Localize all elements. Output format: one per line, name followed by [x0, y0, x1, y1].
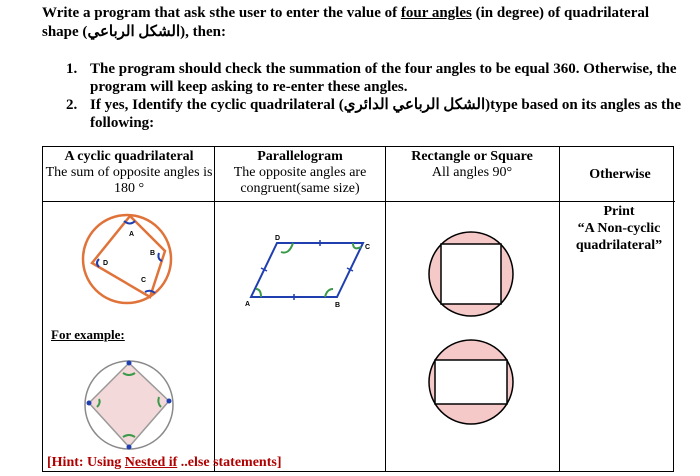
requirement-2: [62, 96, 682, 132]
for-example-label: For example:: [51, 327, 125, 342]
intro-arabic: الشكل الرباعي: [87, 24, 181, 40]
requirement-arabic: الشكل الرباعي الدائري: [343, 97, 486, 113]
parallelogram-figure: [215, 231, 385, 311]
column-title: Parallelogram: [257, 149, 343, 164]
square-in-circle-figure: [426, 229, 516, 319]
intro-text-2: (in degree) of quadrilateral shape (: [42, 5, 650, 40]
vertex-label-c: C: [365, 244, 371, 251]
column-title: A cyclic quadrilateral: [64, 149, 194, 164]
quadrilateral-table: [42, 146, 674, 472]
intro-text-3: ), then:: [180, 24, 226, 40]
requirement-number: 1.: [66, 61, 78, 77]
cyclic-quadrilateral-figure: [77, 209, 177, 309]
hint-prefix: [Hint: Using: [47, 455, 125, 470]
requirement-text: The program should check the summation of the four angles to be equal 360. Otherwise, the program will keep asking to re-enter these angles.: [90, 61, 677, 95]
hint-underlined: Nested if: [124, 455, 178, 470]
example-cyclic-figure: [81, 357, 177, 453]
header-cyclic: [45, 149, 213, 197]
print-message: “A Non-cyclic quadrilateral”: [575, 221, 663, 253]
header-otherwise: Otherwise: [589, 167, 651, 182]
requirement-1: [62, 60, 682, 96]
header-divider: [43, 201, 559, 202]
intro-paragraph: [42, 4, 682, 42]
print-label: Print: [603, 204, 635, 219]
column-description: All angles 90°: [431, 165, 513, 180]
requirement-number: 2.: [66, 97, 78, 113]
rectangle-in-circle-figure: [426, 337, 516, 427]
vertex-label-d: D: [275, 235, 281, 242]
vertex-label-b: B: [150, 250, 156, 257]
column-description: The opposite angles are congruent(same size): [233, 165, 367, 196]
vertex-label-a: A: [245, 301, 251, 308]
print-instruction: [557, 203, 681, 254]
requirements-list: [62, 60, 682, 132]
intro-text-1: Write a program that ask sthe user to enter the value of: [42, 5, 401, 21]
column-description: The sum of opposite angles is 180 °: [45, 165, 213, 196]
hint-text: [47, 455, 281, 471]
vertex-label-a: A: [129, 231, 135, 238]
vertex-label-d: D: [103, 260, 109, 267]
column-divider: [559, 147, 560, 471]
hint-suffix: ..else statements]: [177, 455, 282, 470]
vertex-label-b: B: [335, 302, 341, 309]
requirement-text-a: If yes, Identify the cyclic quadrilateral (: [90, 97, 344, 113]
header-divider: [559, 201, 675, 202]
vertex-label-c: C: [141, 277, 147, 284]
intro-underlined: four angles: [400, 5, 472, 21]
requirement-text-b: )type based on its angles as the following:: [90, 97, 682, 131]
header-rectangle: [387, 149, 557, 181]
header-parallelogram: [216, 149, 384, 197]
column-divider: [385, 147, 386, 471]
column-title: Rectangle or Square: [411, 149, 533, 164]
